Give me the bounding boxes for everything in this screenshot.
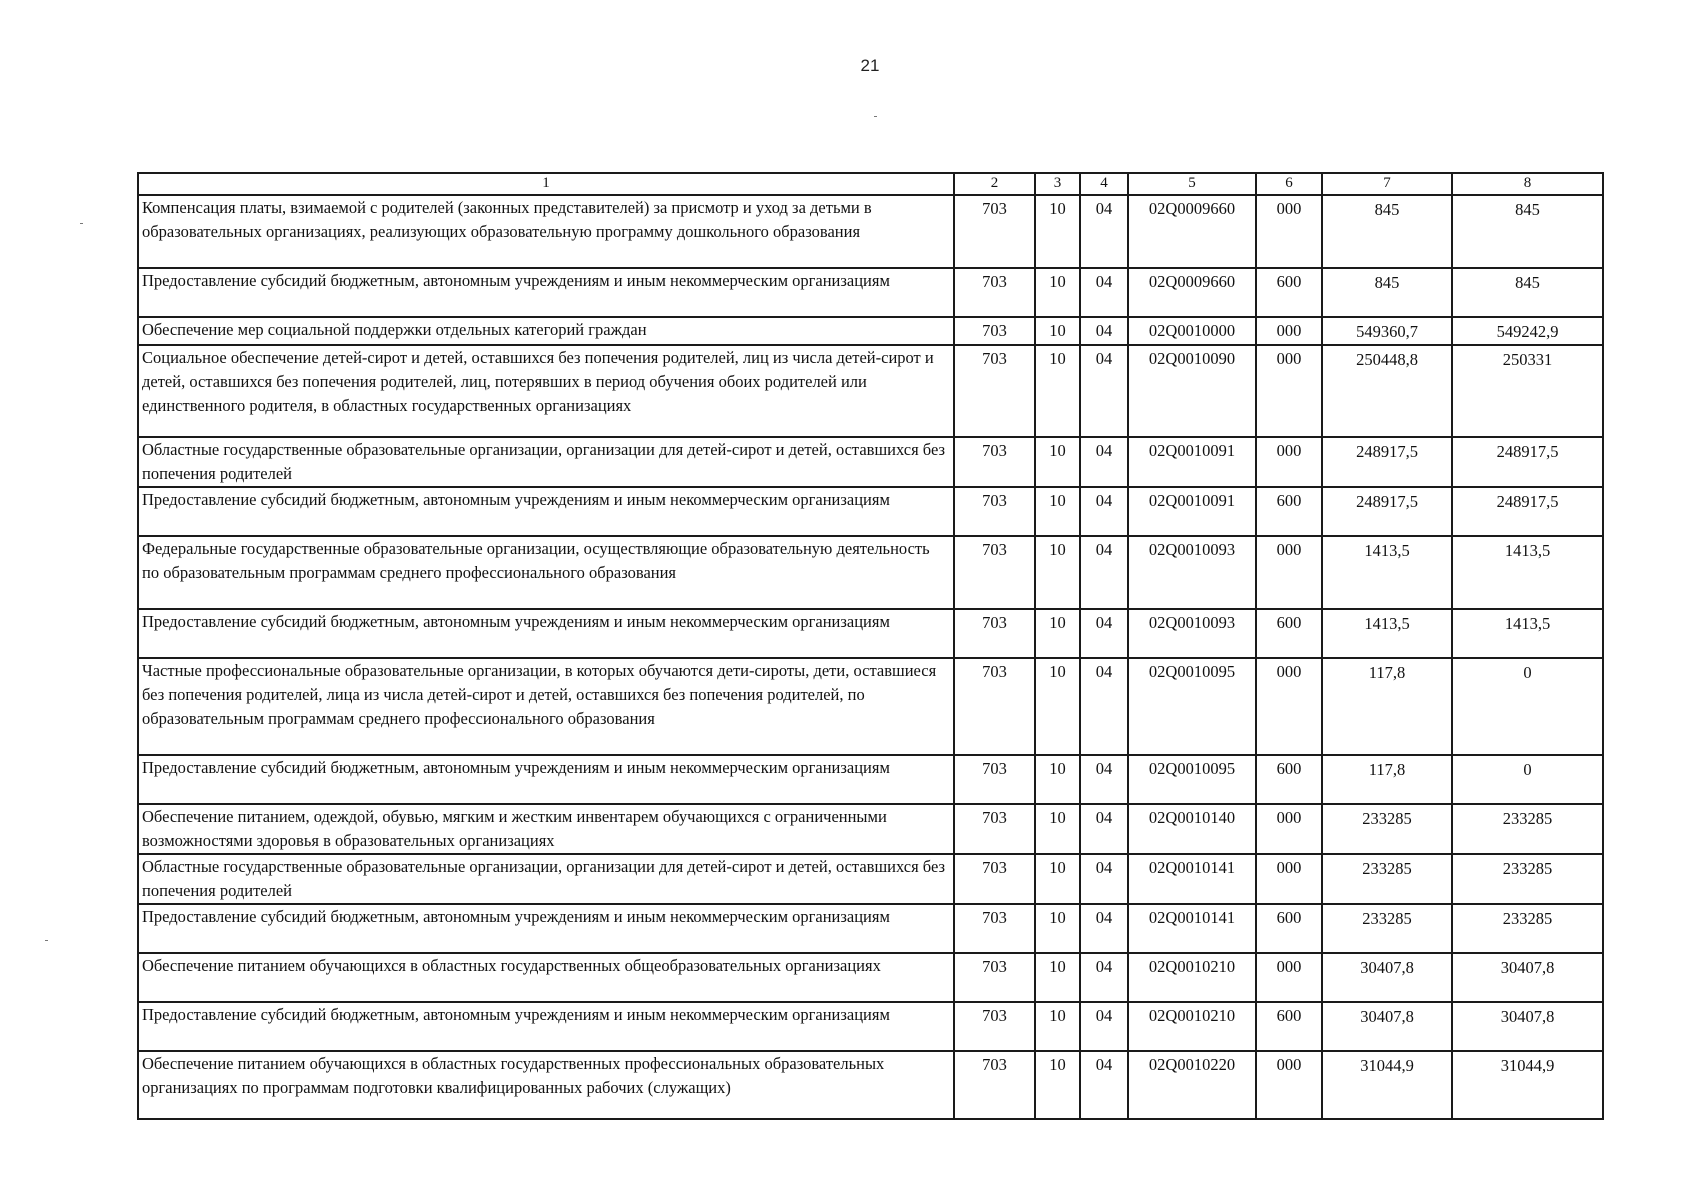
cell-col6: 600 xyxy=(1256,1002,1322,1051)
cell-col2: 703 xyxy=(954,1002,1035,1051)
row-name: Частные профессиональные образовательные организации, в которых обучаются дети-сироты, дети, оставшиеся без попечения родителей, лица из числа детей-сирот и детей, оставшихся без попечения родителей, по образовательным программам среднего профессионального образования xyxy=(138,658,954,755)
row-name: Областные государственные образовательные организации, организации для детей-сирот и детей, оставшихся без попечения родителей xyxy=(138,854,954,904)
row-name: Обеспечение питанием обучающихся в областных государственных общеобразовательных организациях xyxy=(138,953,954,1002)
cell-col4: 04 xyxy=(1080,804,1128,854)
cell-col8: 233285 xyxy=(1452,904,1603,953)
column-header: 8 xyxy=(1452,173,1603,195)
cell-col4: 04 xyxy=(1080,437,1128,487)
cell-col2: 703 xyxy=(954,268,1035,317)
row-name: Обеспечение мер социальной поддержки отдельных категорий граждан xyxy=(138,317,954,345)
cell-col8: 233285 xyxy=(1452,854,1603,904)
cell-col5: 02Q0010093 xyxy=(1128,609,1256,658)
cell-col5: 02Q0010095 xyxy=(1128,658,1256,755)
cell-col7: 31044,9 xyxy=(1322,1051,1452,1119)
scan-speck xyxy=(874,116,877,117)
cell-col3: 10 xyxy=(1035,487,1080,536)
cell-col2: 703 xyxy=(954,487,1035,536)
cell-col5: 02Q0009660 xyxy=(1128,195,1256,268)
column-header: 4 xyxy=(1080,173,1128,195)
cell-col8: 845 xyxy=(1452,268,1603,317)
cell-col3: 10 xyxy=(1035,268,1080,317)
table-row xyxy=(138,953,1603,1002)
column-header: 7 xyxy=(1322,173,1452,195)
cell-col6: 600 xyxy=(1256,755,1322,804)
cell-col4: 04 xyxy=(1080,1002,1128,1051)
scan-speck xyxy=(45,940,48,941)
cell-col4: 04 xyxy=(1080,536,1128,609)
table-row xyxy=(138,1051,1603,1119)
cell-col6: 000 xyxy=(1256,854,1322,904)
cell-col6: 600 xyxy=(1256,609,1322,658)
table-row xyxy=(138,437,1603,487)
cell-col3: 10 xyxy=(1035,804,1080,854)
cell-col6: 000 xyxy=(1256,536,1322,609)
cell-col5: 02Q0010091 xyxy=(1128,487,1256,536)
cell-col4: 04 xyxy=(1080,487,1128,536)
cell-col7: 233285 xyxy=(1322,904,1452,953)
scan-speck xyxy=(80,223,83,224)
column-header: 5 xyxy=(1128,173,1256,195)
cell-col4: 04 xyxy=(1080,854,1128,904)
table-row xyxy=(138,658,1603,755)
table-header-row xyxy=(138,173,1603,195)
cell-col2: 703 xyxy=(954,658,1035,755)
cell-col2: 703 xyxy=(954,1051,1035,1119)
cell-col7: 30407,8 xyxy=(1322,953,1452,1002)
cell-col4: 04 xyxy=(1080,609,1128,658)
cell-col4: 04 xyxy=(1080,953,1128,1002)
cell-col8: 0 xyxy=(1452,658,1603,755)
cell-col3: 10 xyxy=(1035,854,1080,904)
table-row xyxy=(138,755,1603,804)
cell-col6: 000 xyxy=(1256,195,1322,268)
cell-col3: 10 xyxy=(1035,904,1080,953)
cell-col2: 703 xyxy=(954,609,1035,658)
cell-col6: 600 xyxy=(1256,487,1322,536)
cell-col4: 04 xyxy=(1080,317,1128,345)
row-name: Предоставление субсидий бюджетным, автономным учреждениям и иным некоммерческим организациям xyxy=(138,268,954,317)
row-name: Компенсация платы, взимаемой с родителей (законных представителей) за присмотр и уход за детьми в образовательных организациях, реализующих образовательную программу дошкольного образования xyxy=(138,195,954,268)
cell-col8: 1413,5 xyxy=(1452,609,1603,658)
cell-col5: 02Q0010141 xyxy=(1128,904,1256,953)
cell-col7: 117,8 xyxy=(1322,658,1452,755)
row-name: Предоставление субсидий бюджетным, автономным учреждениям и иным некоммерческим организациям xyxy=(138,755,954,804)
cell-col3: 10 xyxy=(1035,345,1080,437)
cell-col2: 703 xyxy=(954,195,1035,268)
cell-col2: 703 xyxy=(954,755,1035,804)
cell-col5: 02Q0010140 xyxy=(1128,804,1256,854)
column-header: 6 xyxy=(1256,173,1322,195)
cell-col7: 248917,5 xyxy=(1322,487,1452,536)
table-row xyxy=(138,536,1603,609)
cell-col7: 117,8 xyxy=(1322,755,1452,804)
row-name: Федеральные государственные образовательные организации, осуществляющие образовательную деятельность по образовательным программам среднего профессионального образования xyxy=(138,536,954,609)
row-name: Областные государственные образовательные организации, организации для детей-сирот и детей, оставшихся без попечения родителей xyxy=(138,437,954,487)
row-name: Предоставление субсидий бюджетным, автономным учреждениям и иным некоммерческим организациям xyxy=(138,609,954,658)
cell-col7: 845 xyxy=(1322,268,1452,317)
cell-col3: 10 xyxy=(1035,195,1080,268)
cell-col3: 10 xyxy=(1035,437,1080,487)
cell-col4: 04 xyxy=(1080,1051,1128,1119)
table-row xyxy=(138,904,1603,953)
cell-col6: 000 xyxy=(1256,804,1322,854)
cell-col7: 1413,5 xyxy=(1322,609,1452,658)
cell-col2: 703 xyxy=(954,854,1035,904)
cell-col8: 30407,8 xyxy=(1452,1002,1603,1051)
cell-col8: 233285 xyxy=(1452,804,1603,854)
cell-col7: 845 xyxy=(1322,195,1452,268)
cell-col7: 233285 xyxy=(1322,804,1452,854)
cell-col2: 703 xyxy=(954,953,1035,1002)
cell-col8: 549242,9 xyxy=(1452,317,1603,345)
row-name: Предоставление субсидий бюджетным, автономным учреждениям и иным некоммерческим организациям xyxy=(138,904,954,953)
cell-col8: 248917,5 xyxy=(1452,487,1603,536)
cell-col4: 04 xyxy=(1080,658,1128,755)
table-row xyxy=(138,1002,1603,1051)
table-row xyxy=(138,317,1603,345)
cell-col5: 02Q0010210 xyxy=(1128,953,1256,1002)
table-row xyxy=(138,804,1603,854)
cell-col6: 000 xyxy=(1256,345,1322,437)
row-name: Обеспечение питанием обучающихся в областных государственных профессиональных образовательных организациях по программам подготовки квалифицированных рабочих (служащих) xyxy=(138,1051,954,1119)
cell-col8: 845 xyxy=(1452,195,1603,268)
cell-col6: 600 xyxy=(1256,268,1322,317)
cell-col4: 04 xyxy=(1080,268,1128,317)
row-name: Обеспечение питанием, одеждой, обувью, мягким и жестким инвентарем обучающихся с ограниченными возможностями здоровья в образовательных организациях xyxy=(138,804,954,854)
cell-col3: 10 xyxy=(1035,536,1080,609)
cell-col5: 02Q0010095 xyxy=(1128,755,1256,804)
cell-col2: 703 xyxy=(954,437,1035,487)
cell-col5: 02Q0010000 xyxy=(1128,317,1256,345)
column-header: 2 xyxy=(954,173,1035,195)
cell-col4: 04 xyxy=(1080,345,1128,437)
cell-col4: 04 xyxy=(1080,904,1128,953)
table-row xyxy=(138,609,1603,658)
cell-col6: 000 xyxy=(1256,953,1322,1002)
cell-col7: 233285 xyxy=(1322,854,1452,904)
cell-col7: 30407,8 xyxy=(1322,1002,1452,1051)
cell-col5: 02Q0010220 xyxy=(1128,1051,1256,1119)
table-row xyxy=(138,195,1603,268)
cell-col2: 703 xyxy=(954,536,1035,609)
cell-col5: 02Q0010210 xyxy=(1128,1002,1256,1051)
cell-col7: 549360,7 xyxy=(1322,317,1452,345)
page-number: 21 xyxy=(860,56,880,75)
cell-col3: 10 xyxy=(1035,658,1080,755)
cell-col3: 10 xyxy=(1035,953,1080,1002)
cell-col8: 1413,5 xyxy=(1452,536,1603,609)
cell-col8: 30407,8 xyxy=(1452,953,1603,1002)
cell-col8: 31044,9 xyxy=(1452,1051,1603,1119)
column-header: 1 xyxy=(138,173,954,195)
cell-col6: 600 xyxy=(1256,904,1322,953)
budget-table xyxy=(137,172,1604,1120)
cell-col6: 000 xyxy=(1256,1051,1322,1119)
cell-col8: 248917,5 xyxy=(1452,437,1603,487)
table-row xyxy=(138,487,1603,536)
table-row xyxy=(138,854,1603,904)
cell-col3: 10 xyxy=(1035,755,1080,804)
column-header: 3 xyxy=(1035,173,1080,195)
cell-col7: 1413,5 xyxy=(1322,536,1452,609)
cell-col8: 0 xyxy=(1452,755,1603,804)
table-row xyxy=(138,345,1603,437)
cell-col2: 703 xyxy=(954,904,1035,953)
cell-col6: 000 xyxy=(1256,317,1322,345)
cell-col3: 10 xyxy=(1035,1051,1080,1119)
cell-col7: 248917,5 xyxy=(1322,437,1452,487)
cell-col6: 000 xyxy=(1256,658,1322,755)
cell-col4: 04 xyxy=(1080,195,1128,268)
cell-col3: 10 xyxy=(1035,1002,1080,1051)
cell-col3: 10 xyxy=(1035,317,1080,345)
cell-col3: 10 xyxy=(1035,609,1080,658)
cell-col5: 02Q0010090 xyxy=(1128,345,1256,437)
cell-col2: 703 xyxy=(954,317,1035,345)
cell-col2: 703 xyxy=(954,345,1035,437)
row-name: Предоставление субсидий бюджетным, автономным учреждениям и иным некоммерческим организациям xyxy=(138,487,954,536)
row-name: Социальное обеспечение детей-сирот и детей, оставшихся без попечения родителей, лиц из числа детей-сирот и детей, оставшихся без попечения родителей, лиц, потерявших в период обучения обоих родителей или единственного родителя, в областных государственных организациях xyxy=(138,345,954,437)
cell-col5: 02Q0010093 xyxy=(1128,536,1256,609)
cell-col7: 250448,8 xyxy=(1322,345,1452,437)
cell-col5: 02Q0010091 xyxy=(1128,437,1256,487)
cell-col6: 000 xyxy=(1256,437,1322,487)
cell-col5: 02Q0009660 xyxy=(1128,268,1256,317)
cell-col5: 02Q0010141 xyxy=(1128,854,1256,904)
cell-col4: 04 xyxy=(1080,755,1128,804)
table-row xyxy=(138,268,1603,317)
cell-col8: 250331 xyxy=(1452,345,1603,437)
row-name: Предоставление субсидий бюджетным, автономным учреждениям и иным некоммерческим организациям xyxy=(138,1002,954,1051)
cell-col2: 703 xyxy=(954,804,1035,854)
